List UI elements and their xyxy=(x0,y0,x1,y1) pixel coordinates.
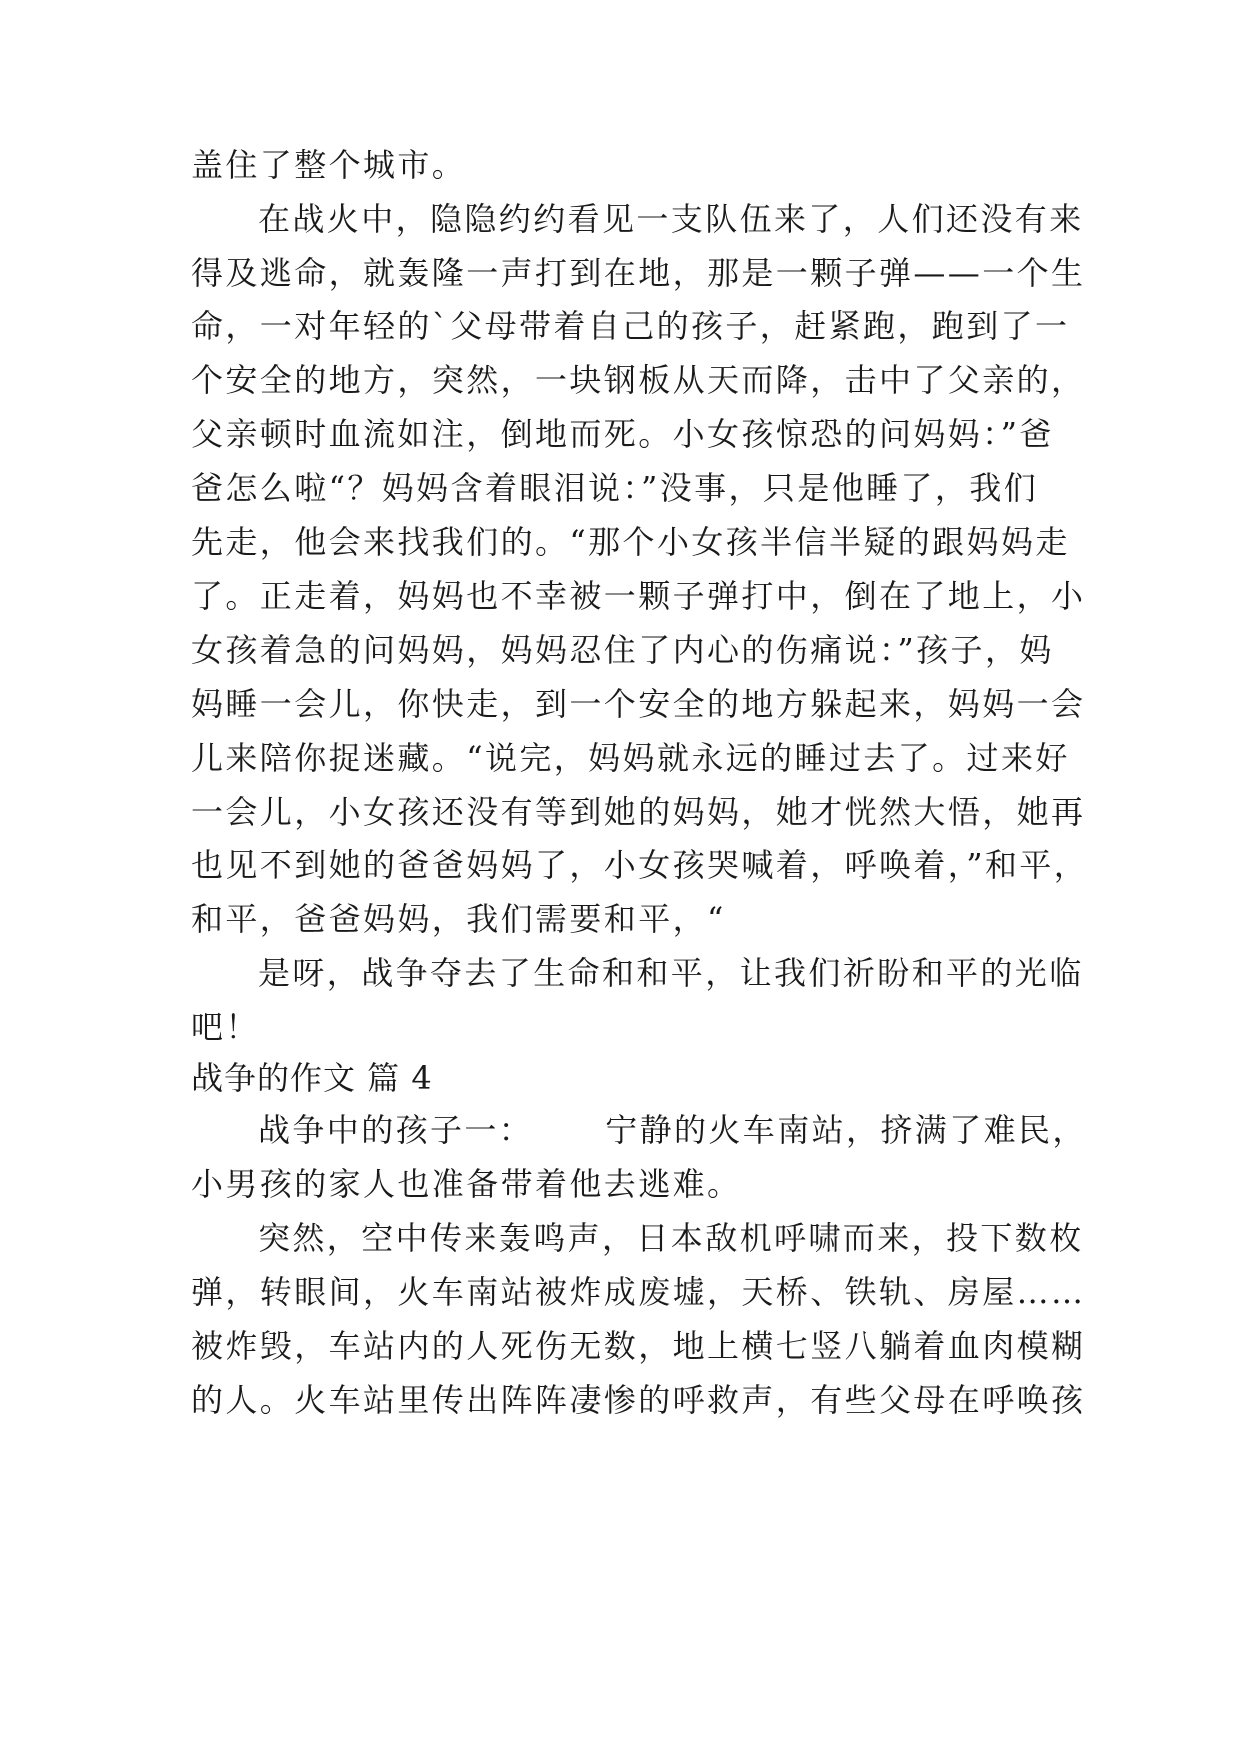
text-line: 女孩着急的问妈妈，妈妈忍住了内心的伤痛说：”孩子，妈 xyxy=(191,631,1054,669)
text-line: 先走，他会来找我们的。“那个小女孩半信半疑的跟妈妈走 xyxy=(191,523,1070,561)
text-line: 也见不到她的爸爸妈妈了，小女孩哭喊着，呼唤着，”和平， xyxy=(191,846,1089,884)
text-line: 和平，爸爸妈妈，我们需要和平，“ xyxy=(191,900,726,938)
text-line: 儿来陪你捉迷藏。“说完，妈妈就永远的睡过去了。过来好 xyxy=(191,739,1070,777)
text-line: 了。正走着，妈妈也不幸被一颗子弹打中，倒在了地上，小 xyxy=(191,577,1086,615)
text-line: 爸怎么啦“？妈妈含着眼泪说：”没事，只是他睡了，我们 xyxy=(191,469,1039,507)
text-line: 命，一对年轻的`父母带着自己的孩子，赶紧跑，跑到了一 xyxy=(191,307,1070,345)
text-line: 弹，转眼间，火车南站被炸成废墟，天桥、铁轨、房屋…… xyxy=(191,1273,1086,1311)
text-line: 的人。火车站里传出阵阵凄惨的呼救声，有些父母在呼唤孩 xyxy=(191,1381,1086,1419)
text-line: 是呀，战争夺去了生命和和平，让我们祈盼和平的光临 xyxy=(258,954,1084,992)
text-line: 妈睡一会儿，你快走，到一个安全的地方躲起来，妈妈一会 xyxy=(191,685,1086,723)
text-line: 吧！ xyxy=(191,1008,260,1046)
text-line: 个安全的地方，突然，一块钢板从天而降，击中了父亲的， xyxy=(191,361,1086,399)
text-line: 得及逃命，就轰隆一声打到在地，那是一颗子弹——一个生 xyxy=(191,254,1086,292)
section-heading: 战争的作文 篇 4 xyxy=(191,1059,433,1097)
text-line: 小男孩的家人也准备带着他去逃难。 xyxy=(191,1165,742,1203)
text-line: 父亲顿时血流如注，倒地而死。小女孩惊恐的问妈妈：”爸 xyxy=(191,415,1054,453)
text-line: 一会儿，小女孩还没有等到她的妈妈，她才恍然大悟，她再 xyxy=(191,793,1086,831)
text-line: 盖住了整个城市。 xyxy=(191,146,467,184)
text-line: 突然，空中传来轰鸣声，日本敌机呼啸而来，投下数枚 xyxy=(258,1219,1084,1257)
text-line xyxy=(258,1108,1138,1152)
text-line: 被炸毁，车站内的人死伤无数，地上横七竖八躺着血肉模糊 xyxy=(191,1327,1086,1365)
paragraph-rest: 宁静的火车南站，挤满了难民， xyxy=(605,1111,1087,1149)
paragraph-lead: 战争中的孩子一： xyxy=(258,1111,534,1149)
text-line: 在战火中，隐隐约约看见一支队伍来了，人们还没有来 xyxy=(258,200,1084,238)
